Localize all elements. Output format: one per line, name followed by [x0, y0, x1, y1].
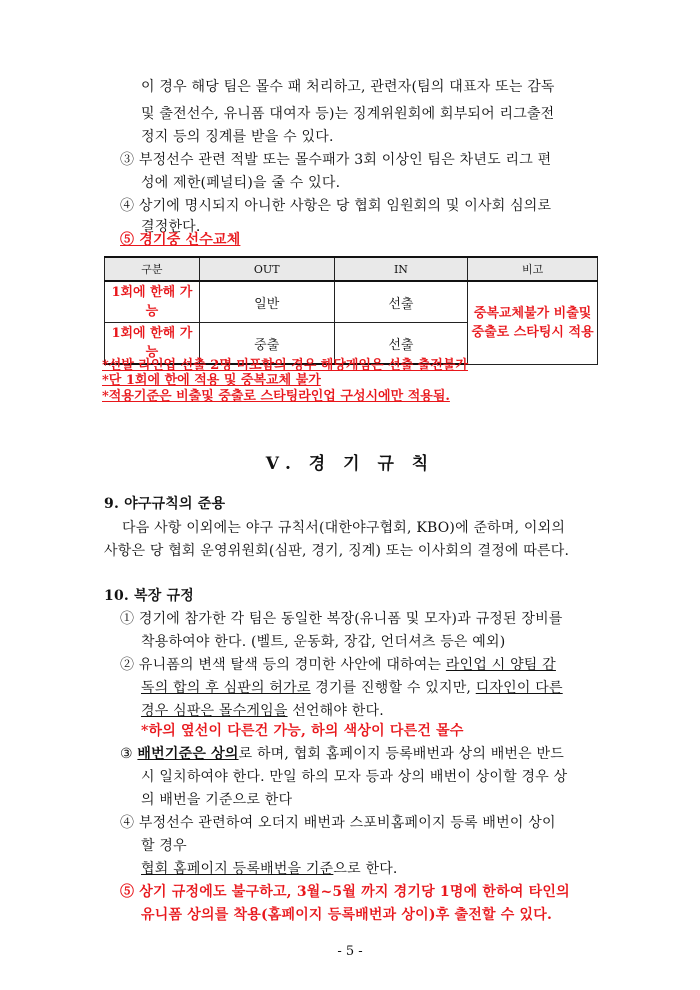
- item-text: 유니폼 상의를 착용(홈페이지 등록배번과 상이)후 출전할 수 있다.: [141, 907, 553, 923]
- paragraph-line: 다음 사항 이외에는 야구 규칙서(대한야구협회, KBO)에 준하며, 이외의: [122, 520, 566, 536]
- section-9-heading: 9. 야구규칙의 준용: [104, 496, 226, 512]
- item-text-underlined: 라인업 시 양팀 감: [445, 657, 556, 673]
- item-text: 선언해야 한다.: [287, 703, 384, 719]
- item-text: 로 하며, 협회 홈페이지 등록배번과 상의 배번은 반드: [238, 746, 564, 762]
- col-header-in: IN: [334, 257, 467, 281]
- substitution-table: [104, 256, 598, 365]
- list-item-5: [120, 882, 570, 902]
- item-text: 상기에 명시되지 아니한 사항은 당 협회 임원회의 및 이사회 심의로: [138, 198, 552, 214]
- table-note: *선발 라인업 선출 2명 미포함의 경우 해당게임은 선출 출전불가: [102, 358, 469, 373]
- list-item-4: [120, 813, 556, 833]
- row-in: 선출: [334, 281, 467, 323]
- table-note: *단 1회에 한에 적용 및 중복교체 불가: [102, 373, 321, 388]
- row-in: 선출: [334, 323, 467, 365]
- col-header-out: OUT: [199, 257, 334, 281]
- item-text: 부정선수 관련 적발 또는 몰수패가 3회 이상인 팀은 차년도 리그 편: [138, 152, 552, 168]
- item-text: 상기 규정에도 불구하고, 3월~5월 까지 경기당 1명에 한하여 타인의: [139, 884, 570, 900]
- list-item-3: [120, 744, 564, 764]
- table-note: *적용기준은 비출및 중출로 스타팅라인업 구성시에만 적용됨.: [102, 389, 450, 404]
- uniform-note: *하의 옆선이 다른건 가능, 하의 색상이 다른건 몰수: [141, 723, 464, 739]
- list-item-3: [120, 150, 551, 170]
- list-item-2: [120, 655, 556, 675]
- page-number: - 5 -: [337, 944, 363, 959]
- table-header-row: [105, 257, 598, 281]
- row-out: 중출: [199, 323, 334, 365]
- item-text: 의 배번을 기준으로 한다: [141, 792, 293, 808]
- item-number: ②: [120, 657, 135, 673]
- list-item-1: [120, 609, 563, 629]
- col-header-category: 구분: [105, 257, 200, 281]
- item-text: 착용하여야 한다. (벨트, 운동화, 장갑, 언더셔츠 등은 예외): [141, 634, 506, 650]
- row-remark: 중복교체불가 비출및 중출로 스타팅시 적용: [468, 281, 598, 364]
- paragraph-line: 및 출전선수, 유니폼 대여자 등)는 징계위원회에 회부되어 리그출전: [141, 106, 555, 122]
- item-text: [141, 678, 563, 698]
- item-number: ④: [120, 815, 135, 831]
- item-text: [141, 859, 398, 879]
- item-text-underlined: 디자인이 다른: [475, 680, 563, 696]
- item-text: 부정선수 관련하여 오더지 배번과 스포비홈페이지 등록 배번이 상이: [138, 815, 556, 831]
- item-text: 결정한다.: [141, 219, 201, 235]
- item-number: ③: [120, 746, 133, 762]
- item-text: 으로 한다.: [333, 861, 398, 877]
- item-number: ④: [120, 198, 135, 214]
- item-text: 경기에 참가한 각 팀은 동일한 복장(유니폼 및 모자)과 규정된 장비를: [138, 611, 563, 627]
- item-text-underlined: 협회 홈페이지 등록배번을 기준: [141, 861, 334, 877]
- item-text: 성에 제한(페널티)을 줄 수 있다.: [141, 175, 341, 191]
- item-text-underlined: 배번기준은 상의: [137, 746, 239, 762]
- item-text: 할 경우: [141, 838, 187, 854]
- item-number: ③: [120, 152, 135, 168]
- row-out: 일반: [199, 281, 334, 323]
- row-category: 1회에 한해 가능: [105, 323, 200, 365]
- row-category: 1회에 한해 가능: [105, 281, 200, 323]
- section-10-heading: 10. 복장 규정: [104, 588, 195, 604]
- substitution-heading: ⑤ 경기중 선수교체: [120, 232, 241, 248]
- list-item-4: [120, 196, 551, 216]
- col-header-remark: 비고: [468, 257, 598, 281]
- item-text-underlined: 독의 합의 후 심판의 허가로: [141, 680, 311, 696]
- item-text: 유니폼의 변색 탈색 등의 경미한 사안에 대하여는: [138, 657, 446, 673]
- item-number: ①: [120, 611, 135, 627]
- paragraph-line: 이 경우 해당 팀은 몰수 패 처리하고, 관련자(팀의 대표자 또는 감독: [141, 79, 555, 95]
- section-title: Ⅴ. 경 기 규 칙: [265, 454, 435, 474]
- item-text-underlined: 경우 심판은 몰수게임을: [141, 703, 288, 719]
- item-text: [141, 701, 384, 721]
- paragraph-line: 정지 등의 징계를 받을 수 있다.: [141, 129, 334, 145]
- item-text: 시 일치하여야 한다. 만일 하의 모자 등과 상의 배번이 상이할 경우 상: [141, 769, 568, 785]
- item-number: ⑤: [120, 884, 135, 900]
- item-text: 경기를 진행할 수 있지만,: [310, 680, 476, 696]
- paragraph-line: 사항은 당 협회 운영위원회(심판, 경기, 징계) 또는 이사회의 결정에 따른다.: [104, 543, 570, 559]
- table-row: [105, 281, 598, 323]
